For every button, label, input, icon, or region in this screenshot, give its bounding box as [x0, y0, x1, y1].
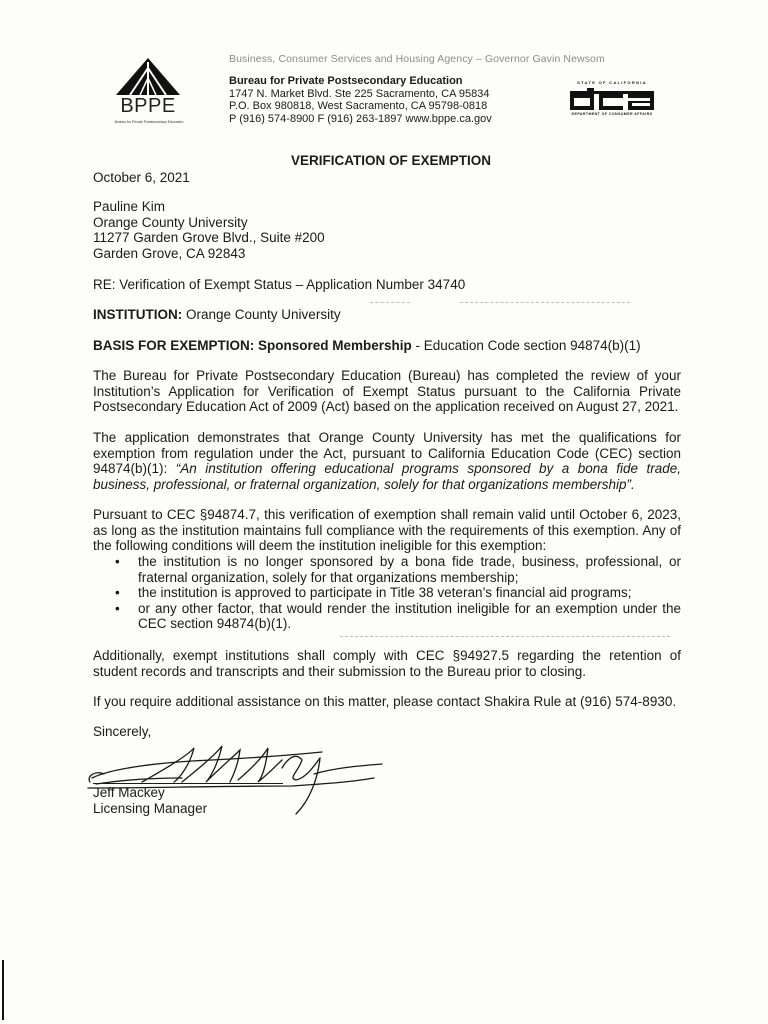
- letter-title-text: VERIFICATION OF EXEMPTION: [290, 153, 491, 168]
- signature-line: [93, 783, 283, 784]
- recipient-block: [93, 199, 325, 261]
- bppe-logo-icon: [116, 58, 180, 96]
- list-item-text: the institution is approved to participate in Title 38 veteran’s financial aid programs;: [138, 585, 632, 600]
- paragraph-records: Additionally, exempt institutions shall comply with CEC §94927.5 regarding the retention of student records and transcripts and their submission to the Bureau prior to closing.: [93, 648, 681, 679]
- re-line: RE: Verification of Exempt Status – Application Number 34740: [93, 277, 466, 292]
- institution-value: Orange County University: [182, 307, 341, 322]
- basis-line: [93, 338, 641, 354]
- bppe-logo-word: BPPE: [120, 95, 176, 117]
- paragraph-contact: If you require additional assistance on this matter, please contact Shakira Rule at (916) 574-8930.: [93, 694, 677, 709]
- scan-artifact: [370, 302, 410, 304]
- recipient-name: Pauline Kim: [93, 199, 166, 214]
- institution-line: [93, 307, 341, 323]
- signer-title: Licensing Manager: [93, 800, 208, 816]
- agency-line: Business, Consumer Services and Housing Agency – Governor Gavin Newsom: [229, 53, 605, 65]
- statute-quote: “An institution offering educational programs sponsored by a bona fide trade, business, professional, or fraternal organization, solely for that organizations membership”.: [93, 461, 682, 492]
- list-item: • the institution is approved to participate in Title 38 veteran’s financial aid programs;: [115, 585, 632, 600]
- recipient-street: 11277 Garden Grove Blvd., Suite #200: [93, 230, 325, 245]
- recipient-org: Orange County University: [93, 214, 248, 230]
- bureau-name: Bureau for Private Postsecondary Education: [229, 75, 463, 87]
- dca-department-label: DEPARTMENT OF CONSUMER AFFAIRS: [571, 112, 653, 116]
- contact-line: P (916) 574-8900 F (916) 263-1897 www.bppe.ca.gov: [229, 112, 492, 125]
- scan-artifact: [340, 636, 670, 638]
- paragraph-review: The Bureau for Private Postsecondary Education (Bureau) has completed the review of your Institution’s Application for Verification of Exempt Status pursuant to the California Private Postsecondary Education Act of 2009 (Act) based on the application received on August 27, 2021.: [93, 368, 681, 414]
- qualifications-text: The application demonstrates that Orange County University has met the qualifications for exemption from regulation under the Act, pursuant to California Education Code (CEC) section 94874(b)(1):: [93, 430, 681, 476]
- list-item-text: or any other factor, that would render the institution ineligible for an exemption under the CEC section 94874(b)(1).: [138, 600, 681, 631]
- letter-title: [0, 153, 768, 168]
- list-item: • or any other factor, that would render the institution ineligible for an exemption under the CEC section 94874(b)(1).: [115, 600, 681, 631]
- scan-edge-mark: [2, 960, 4, 1020]
- basis-value: - Education Code section 94874(b)(1): [411, 338, 641, 353]
- letter-date: October 6, 2021: [93, 170, 190, 185]
- basis-label: BASIS FOR EXEMPTION: Sponsored Membership: [93, 338, 412, 353]
- dca-state-label: STATE OF CALIFORNIA: [577, 80, 647, 85]
- institution-label: INSTITUTION:: [93, 307, 183, 322]
- recipient-city: Garden Grove, CA 92843: [93, 245, 246, 261]
- letterhead-address: [229, 75, 492, 125]
- address-line-1: 1747 N. Market Blvd. Ste 225 Sacramento, CA 95834: [229, 87, 490, 100]
- paragraph-validity: Pursuant to CEC §94874.7, this verification of exemption shall remain valid until October 6, 2023, as long as the institution maintains full compliance with the requirements of this exemption. Any of the following conditions will deem the institution ineligible for this exemption:: [93, 507, 681, 553]
- list-item-text: the institution is no longer sponsored by a bona fide trade, business, professional, or fraternal organization, solely for that organizations membership;: [138, 554, 681, 585]
- closing: Sincerely,: [93, 724, 152, 739]
- signer-name: Jeff Mackey: [93, 785, 165, 800]
- signer-block: [93, 785, 207, 816]
- address-line-2: P.O. Box 980818, West Sacramento, CA 95798-0818: [229, 100, 488, 112]
- conditions-list: [93, 554, 681, 632]
- scan-artifact: [460, 302, 630, 304]
- bppe-logo-tagline: Bureau for Private Postsecondary Education: [114, 120, 184, 124]
- list-item: • the institution is no longer sponsored by a bona fide trade, business, professional, or fraternal organization, solely for that organizations membership;: [115, 554, 681, 585]
- paragraph-qualifications: [93, 430, 681, 492]
